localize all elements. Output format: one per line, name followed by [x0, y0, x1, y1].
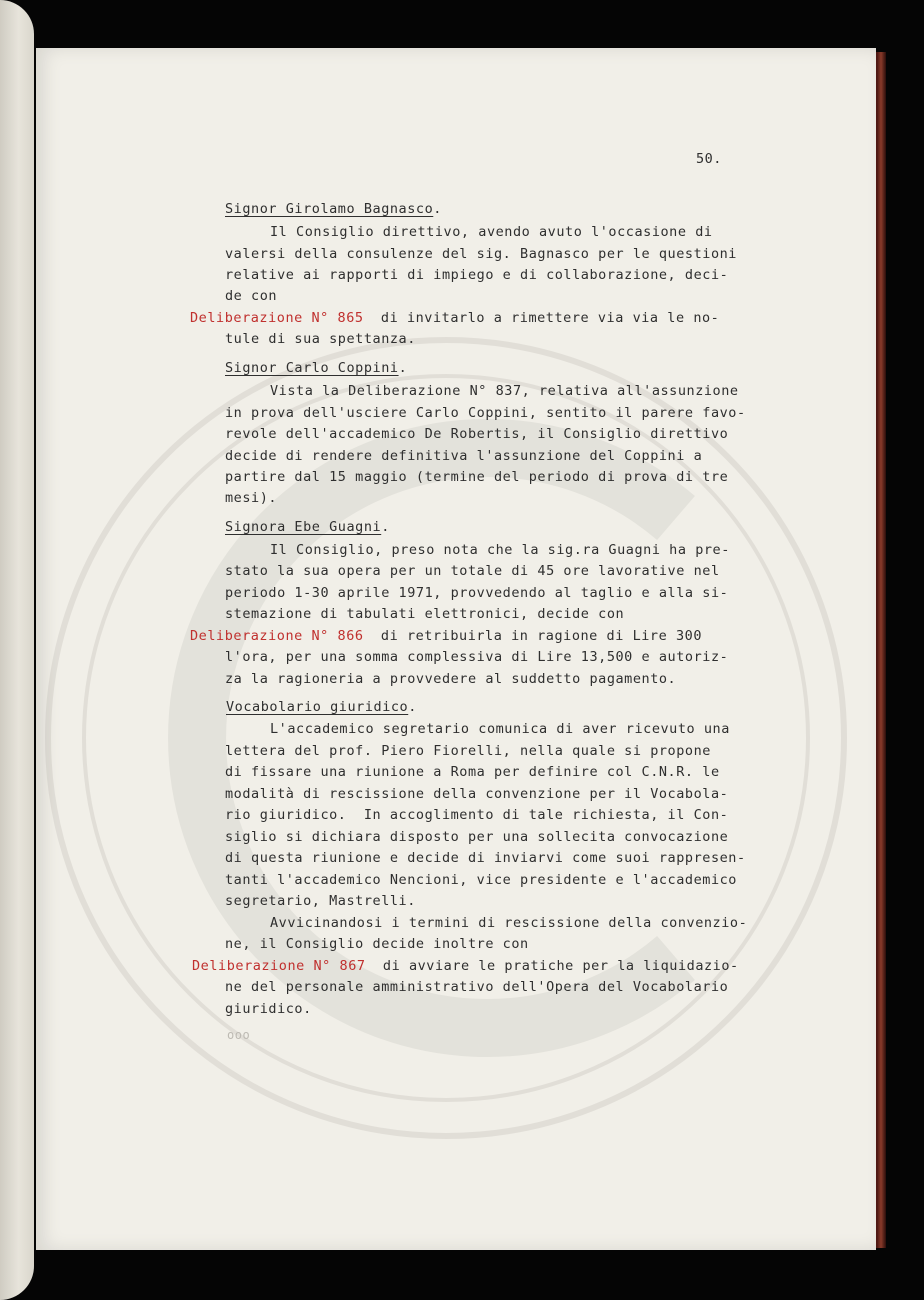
text-line: relative ai rapporti di impiego e di collaborazione, deci-: [225, 267, 729, 283]
text-line: Avvicinandosi i termini di rescissione della convenzio-: [270, 915, 748, 931]
text-line: ne, il Consiglio decide inoltre con: [225, 936, 529, 952]
text-line: Il Consiglio direttivo, avendo avuto l'occasione di: [270, 224, 713, 240]
page-number: 50.: [696, 151, 722, 167]
section-heading: Signora Ebe Guagni.: [225, 519, 390, 535]
text-line: L'accademico segretario comunica di aver ricevuto una: [270, 721, 730, 737]
text-line: periodo 1-30 aprile 1971, provvedendo al taglio e alla si-: [225, 585, 729, 601]
text-line: partire dal 15 maggio (termine del periodo di prova di tre: [225, 469, 729, 485]
text-line: decide di rendere definitiva l'assunzione del Coppini a: [225, 448, 703, 464]
text-line: tule di sua spettanza.: [225, 331, 416, 347]
text-line: Vista la Deliberazione N° 837, relativa all'assunzione: [270, 383, 739, 399]
deliberation-line: Deliberazione N° 866 di retribuirla in ragione di Lire 300: [190, 628, 702, 644]
text-line: stato la sua opera per un totale di 45 ore lavorative nel: [225, 563, 720, 579]
text-line: valersi della consulenze del sig. Bagnasco per le questioni: [225, 246, 737, 262]
text-line: stemazione di tabulati elettronici, decide con: [225, 606, 625, 622]
text-line: tanti l'accademico Nencioni, vice presidente e l'accademico: [225, 872, 737, 888]
text-line: rio giuridico. In accoglimento di tale richiesta, il Con-: [225, 807, 729, 823]
document-page: [36, 48, 876, 1250]
text-line: modalità di rescissione della convenzione per il Vocabola-: [225, 786, 729, 802]
text-line: ne del personale amministrativo dell'Opera del Vocabolario: [225, 979, 729, 995]
text-line: di fissare una riunione a Roma per definire col C.N.R. le: [225, 764, 720, 780]
section-heading: Vocabolario giuridico.: [226, 699, 417, 715]
text-line: di questa riunione e decide di inviarvi come suoi rappresen-: [225, 850, 746, 866]
text-line: revole dell'accademico De Robertis, il Consiglio direttivo: [225, 426, 729, 442]
text-line: in prova dell'usciere Carlo Coppini, sentito il parere favo-: [225, 405, 746, 421]
deliberation-line: Deliberazione N° 867 di avviare le pratiche per la liquidazio-: [192, 958, 739, 974]
facing-page-edge: [0, 0, 34, 1300]
text-line: za la ragioneria a provvedere al suddetto pagamento.: [225, 671, 677, 687]
section-heading: Signor Girolamo Bagnasco.: [225, 201, 442, 217]
deliberation-label: Deliberazione N° 865: [190, 310, 364, 326]
trailing-mark: ooo: [227, 1028, 251, 1042]
text-line: l'ora, per una somma complessiva di Lire 13,500 e autoriz-: [225, 649, 729, 665]
text-line: segretario, Mastrelli.: [225, 893, 416, 909]
deliberation-label: Deliberazione N° 866: [190, 628, 364, 644]
section-heading: Signor Carlo Coppini.: [225, 360, 408, 376]
text-line: giuridico.: [225, 1001, 312, 1017]
text-line: Il Consiglio, preso nota che la sig.ra Guagni ha pre-: [270, 542, 730, 558]
text-line: de con: [225, 288, 278, 304]
deliberation-line: Deliberazione N° 865 di invitarlo a rimettere via via le no-: [190, 310, 720, 326]
text-line: lettera del prof. Piero Fiorelli, nella quale si propone: [225, 743, 711, 759]
deliberation-label: Deliberazione N° 867: [192, 958, 366, 974]
text-line: siglio si dichiara disposto per una sollecita convocazione: [225, 829, 729, 845]
text-line: mesi).: [225, 490, 278, 506]
